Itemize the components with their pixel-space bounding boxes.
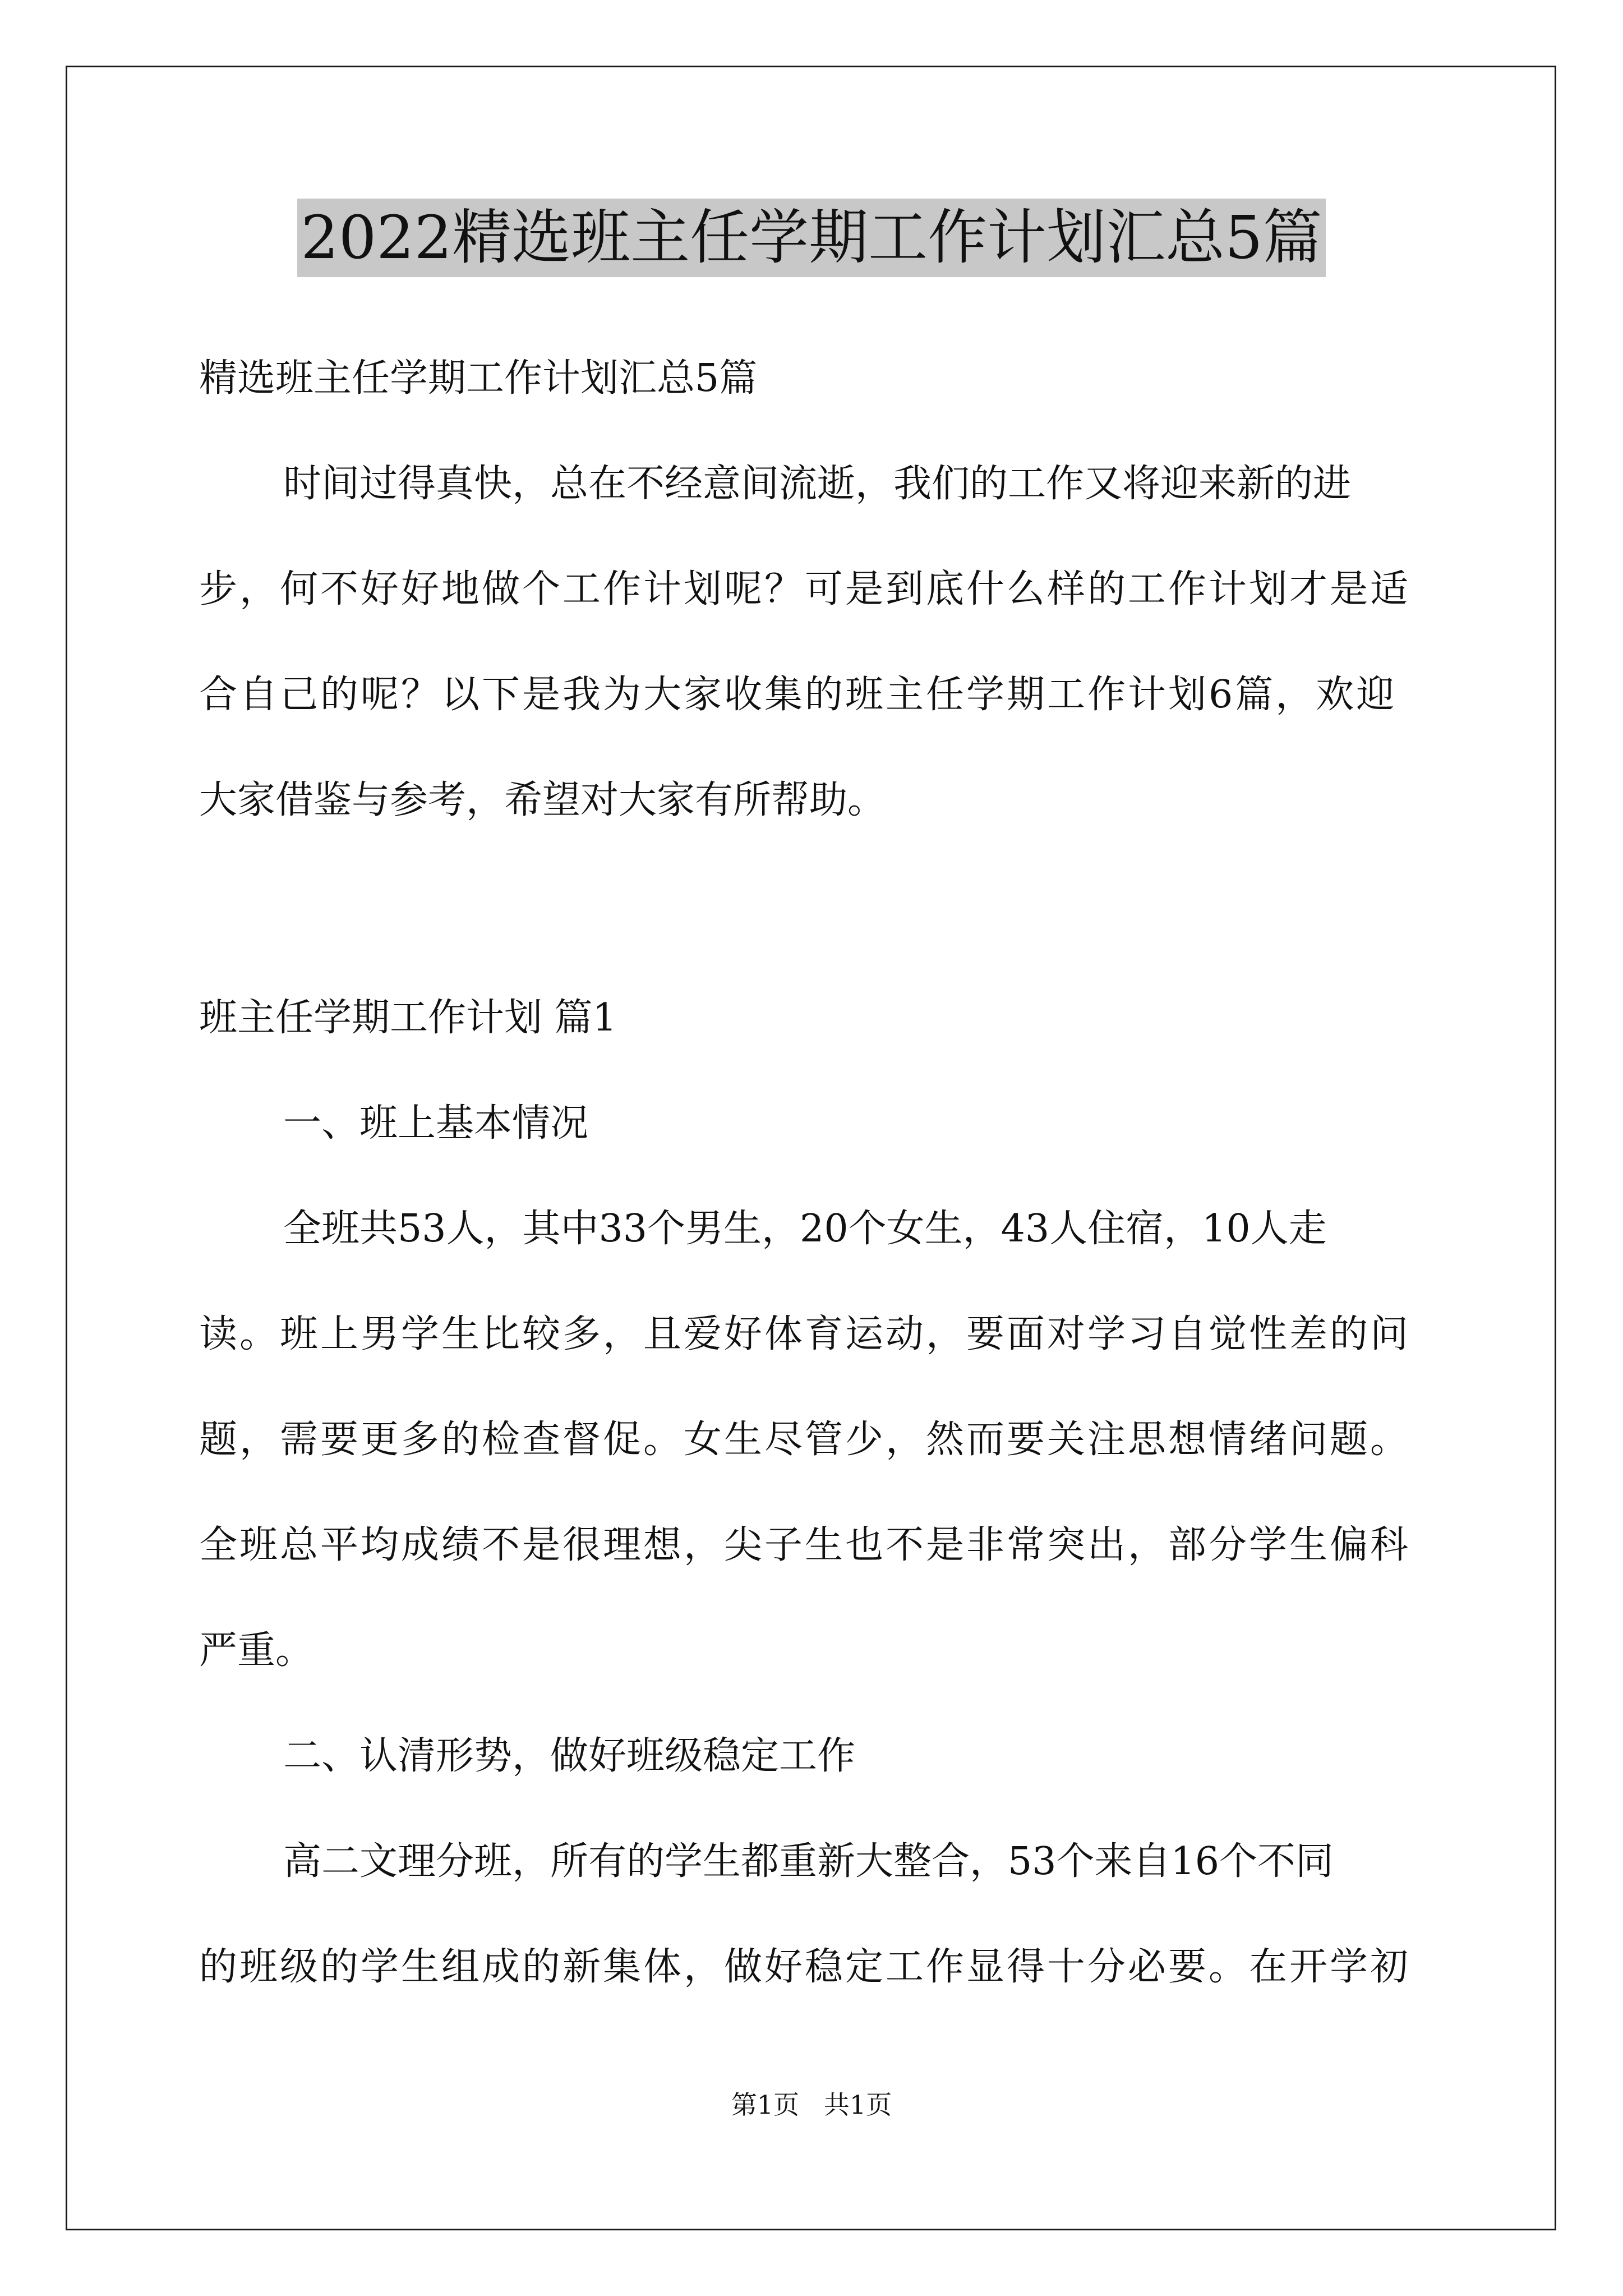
document-subtitle: 精选班主任学期工作计划汇总5篇 xyxy=(199,356,758,401)
intro-line: 步，何不好好地做个工作计划呢？可是到底什么样的工作计划才是适 xyxy=(199,567,1411,611)
paragraph-line: 题，需要更多的检查督促。女生尽管少，然而要关注思想情绪问题。 xyxy=(199,1418,1411,1462)
paragraph-line: 全班总平均成绩不是很理想，尖子生也不是非常突出，部分学生偏科 xyxy=(199,1523,1411,1567)
subheading-2: 二、认清形势，做好班级稳定工作 xyxy=(283,1734,856,1778)
title-container xyxy=(0,199,1623,277)
paragraph-line: 高二文理分班，所有的学生都重新大整合，53个来自16个不同 xyxy=(283,1839,1334,1884)
document-title: 2022精选班主任学期工作计划汇总5篇 xyxy=(297,199,1325,277)
paragraph-line: 全班共53人，其中33个男生，20个女生，43人住宿，10人走 xyxy=(283,1207,1327,1251)
intro-line: 合自己的呢？以下是我为大家收集的班主任学期工作计划6篇，欢迎 xyxy=(199,673,1397,717)
paragraph-line: 的班级的学生组成的新集体，做好稳定工作显得十分必要。在开学初 xyxy=(199,1945,1411,1989)
intro-line: 时间过得真快，总在不经意间流逝，我们的工作又将迎来新的进 xyxy=(283,462,1352,506)
section-heading: 班主任学期工作计划 篇1 xyxy=(199,996,617,1040)
paragraph-line: 读。班上男学生比较多，且爱好体育运动，要面对学习自觉性差的问 xyxy=(199,1312,1411,1356)
subheading-1: 一、班上基本情况 xyxy=(283,1101,589,1145)
intro-line: 大家借鉴与参考，希望对大家有所帮助。 xyxy=(199,778,886,822)
paragraph-line: 严重。 xyxy=(199,1628,314,1673)
page-footer: 第1页 共1页 xyxy=(731,2090,892,2120)
